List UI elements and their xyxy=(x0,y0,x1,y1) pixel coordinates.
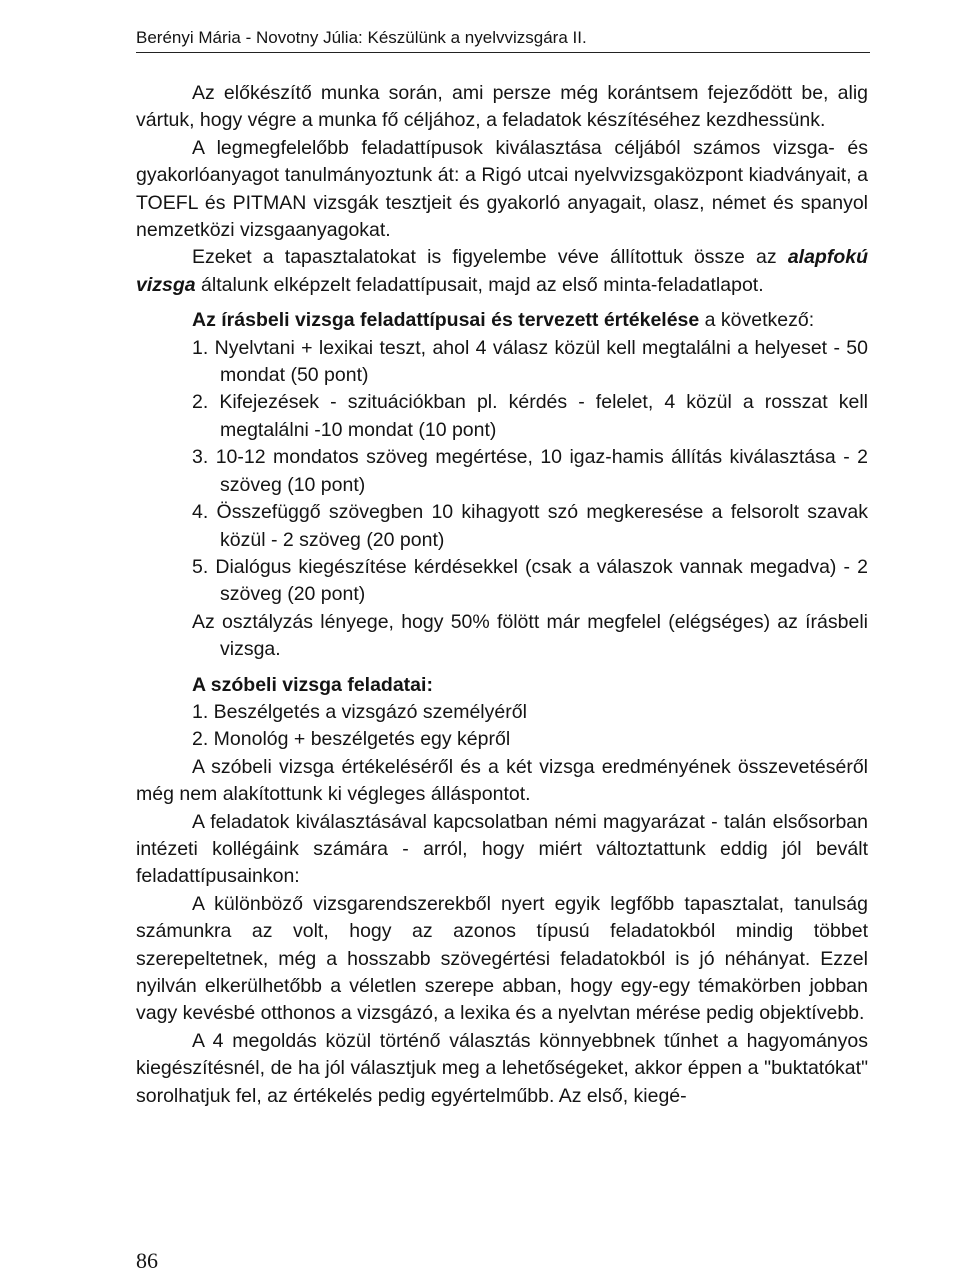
paragraph-intro: Az előkészítő munka során, ami persze még korántsem fejeződött be, alig vártuk, hogy végre a munka fő céljához, a feladatok készítéséhez kezdhessünk. xyxy=(136,82,868,132)
text-run: általunk elképzelt feladattípusait, majd az első minta-feladatlapot. xyxy=(195,273,764,296)
written-exam-heading-bold: Az írásbeli vizsga feladattípusai és tervezett értékelése xyxy=(192,309,700,332)
oral-exam-task-list xyxy=(136,699,868,754)
oral-exam-heading: A szóbeli vizsga feladatai: xyxy=(192,673,433,696)
text-run: Ezeket a tapasztalatokat is figyelembe véve állítottuk össze az xyxy=(192,246,788,269)
list-item: 3. 10-12 mondatos szöveg megértése, 10 igaz-hamis állítás kiválasztása - 2 szöveg (10 pont) xyxy=(192,446,868,496)
list-item: 4. Összefüggő szövegben 10 kihagyott szó megkeresése a felsorolt szavak közül - 2 szöveg (20 pont) xyxy=(192,501,868,551)
paragraph-oral-evaluation: A szóbeli vizsga értékeléséről és a két vizsga eredményének összevetéséről még nem alakítottunk ki végleges álláspontot. xyxy=(136,755,868,806)
written-exam-heading-tail: a következő: xyxy=(699,309,815,332)
grading-note: Az osztályzás lényege, hogy 50% fölött már megfelel (elégséges) az írásbeli vizsga. xyxy=(192,610,868,661)
written-exam-heading xyxy=(136,307,868,334)
paragraph-experience: A különböző vizsgarendszerekből nyert egyik legfőbb tapasztalat, tanulság számunkra az volt, hogy az azonos típusú feladatokból mindig többet szerepeltetnek, még a hosszabb szövegértési feladatokból is jó néhányat. Ezzel nyilván elkerülhetőbb a véletlen szerepe abban, hogy egy-egy témakörben jobban vagy kevésbé otthonos a vizsgázó, a lexika és a nyelvtan mérése pedig objektívebb. xyxy=(136,892,868,1025)
list-item: 1. Beszélgetés a vizsgázó személyéről xyxy=(192,700,527,723)
written-exam-task-list xyxy=(136,335,868,609)
list-item: 2. Kifejezések - szituációkban pl. kérdés - felelet, 4 közül a rosszat kell megtalálni -10 mondat (10 pont) xyxy=(192,391,868,441)
page-body xyxy=(136,80,868,1110)
running-header: Berényi Mária - Novotny Júlia: Készülünk a nyelvvizsgára II. xyxy=(136,28,870,53)
page-number: 86 xyxy=(136,1248,158,1273)
list-item: 2. Monológ + beszélgetés egy képről xyxy=(192,728,511,751)
emphasis-basic-exam: alapfokú vizsga xyxy=(136,246,868,296)
paragraph-explanation: A feladatok kiválasztásával kapcsolatban némi magyarázat - talán elsősorban intézeti kollégáink számára - arról, hogy miért változtattunk eddig jól bevált feladattípusainkon: xyxy=(136,810,868,888)
list-item: 5. Dialógus kiegészítése kérdésekkel (csak a válaszok vannak megadva) - 2 szöveg (20 pont) xyxy=(192,555,868,606)
list-item: 1. Nyelvtani + lexikai teszt, ahol 4 válasz közül kell megtalálni a helyeset - 50 mondat (50 pont) xyxy=(192,336,868,387)
paragraph-sources: A legmegfelelőbb feladattípusok kiválasztása céljából számos vizsga- és gyakorlóanyagot tanulmányoztunk át: a Rigó utcai nyelvvizsgaközpont kiadványait, a TOEFL és PITMAN vizsgák tesztjeit és gyakorló anyagait, olasz, német és spanyol nemzetközi vizsgaanyagokat. xyxy=(136,136,868,242)
paragraph-basic-exam xyxy=(136,244,868,299)
paragraph-multiple-choice: A 4 megoldás közül történő választás könnyebbnek tűnhet a hagyományos kiegészítésnél, de ha jól választjuk meg a lehetőségeket, akkor éppen a "buktatókat" sorolhatjuk fel, az értékelés pedig egyértelműbb. Az első, kiegé- xyxy=(136,1029,868,1107)
